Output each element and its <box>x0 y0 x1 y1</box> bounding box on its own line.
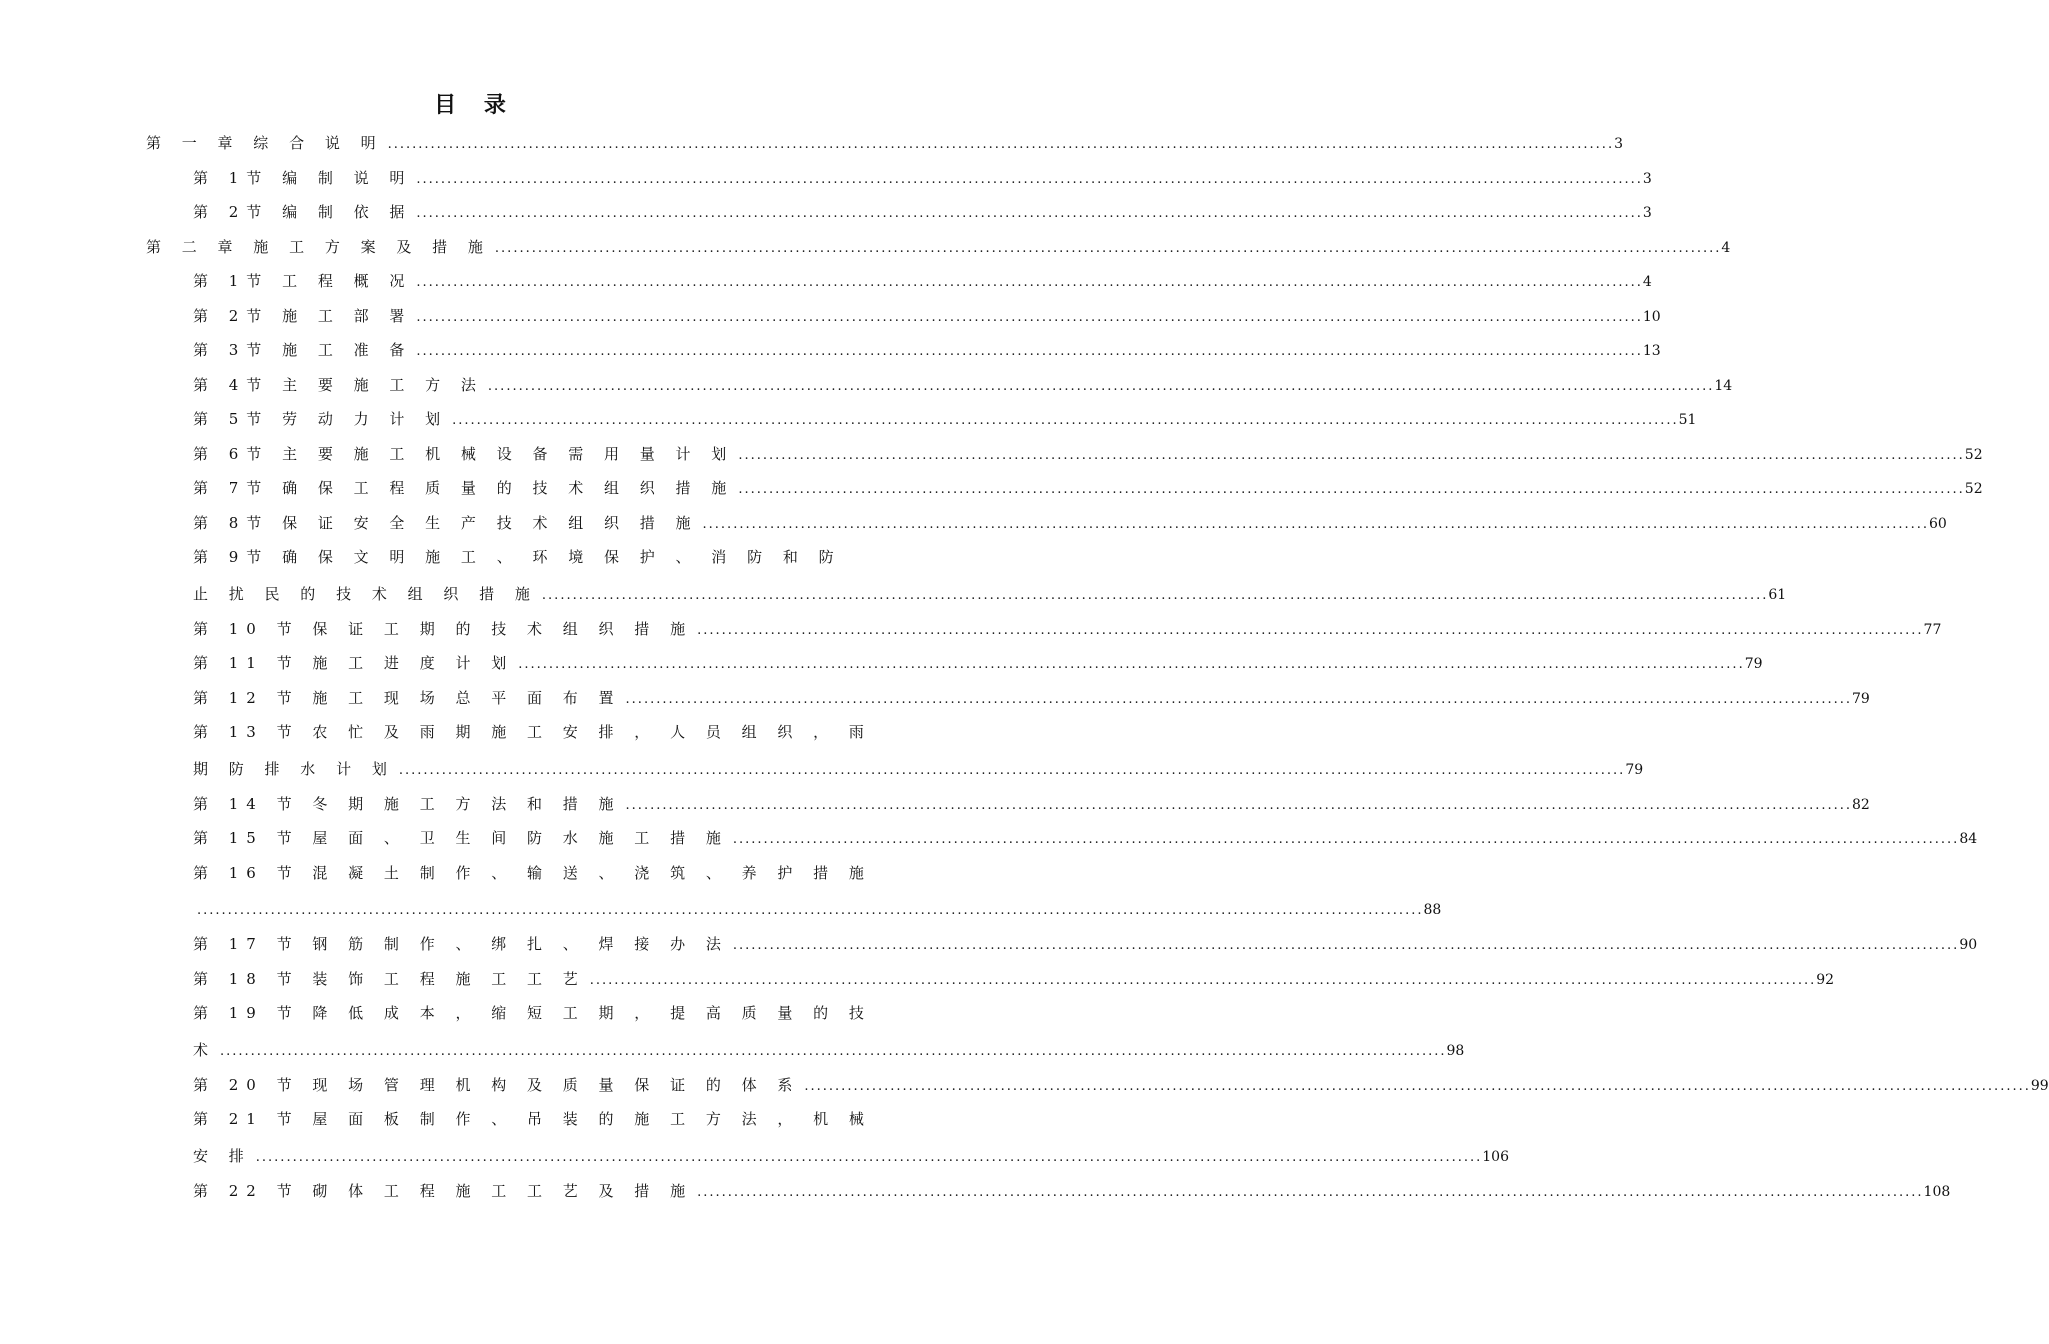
toc-entry-label: 第 15 节 屋 面 、 卫 生 间 防 水 施 工 措 施 <box>193 829 729 847</box>
toc-page-number: 90 <box>1959 937 1978 953</box>
toc-entry-label: 第 4节 主 要 施 工 方 法 <box>193 375 484 394</box>
leader-dots: ........................................................................................................................................................................................................ <box>732 832 1960 847</box>
toc-entry[interactable] <box>193 619 1942 639</box>
leader-dots: ........................................................................................................................................................................................................ <box>452 413 1679 428</box>
leader-dots: ........................................................................................................................................................................................................ <box>541 588 1769 603</box>
leader-dots: ........................................................................................................................................................................................................ <box>416 206 1643 221</box>
toc-entry-label: 第 18 节 装 饰 工 程 施 工 工 艺 <box>193 969 586 988</box>
toc-entry-label: 第 20 节 现 场 管 理 机 构 及 质 量 保 证 的 体 系 <box>193 1075 801 1094</box>
leader-dots: ........................................................................................................................................................................................................ <box>697 622 1924 638</box>
toc-page-number: 108 <box>1923 1183 1951 1200</box>
toc-entry[interactable] <box>193 409 1697 429</box>
toc-entry-continuation: 止 扰 民 的 技 术 组 织 措 施 <box>193 585 538 603</box>
toc-entry-label[interactable]: 第 13 节 农 忙 及 雨 期 施 工 安 排 ， 人 员 组 织 ， 雨 <box>193 723 872 741</box>
toc-entry[interactable] <box>146 133 1623 153</box>
leader-dots: ........................................................................................................................................................................................................ <box>697 1184 1924 1200</box>
toc-entry[interactable] <box>193 1146 1509 1166</box>
toc-entry-label: 第 8节 保 证 安 全 生 产 技 术 组 织 措 施 <box>193 513 699 532</box>
toc-page-number: 84 <box>1959 831 1978 847</box>
toc-page-number: 4 <box>1642 274 1652 290</box>
toc-page-number: 52 <box>1964 446 1983 463</box>
toc-page-number: 61 <box>1768 587 1787 603</box>
leader-dots: ........................................................................................................................................................................................................ <box>416 275 1643 290</box>
toc-page-number: 10 <box>1642 308 1661 325</box>
toc-entry-label: 第 12 节 施 工 现 场 总 平 面 布 置 <box>193 688 622 707</box>
toc-entry[interactable] <box>193 653 1763 673</box>
toc-entry-label: 第 7节 确 保 工 程 质 量 的 技 术 组 织 措 施 <box>193 479 735 497</box>
toc-page-number: 99 <box>2030 1077 2049 1094</box>
toc-entry-label[interactable]: 第 21 节 屋 面 板 制 作 、 吊 装 的 施 工 方 法 ， 机 械 <box>193 1110 872 1128</box>
toc-page-number: 79 <box>1625 762 1644 778</box>
leader-dots: ........................................................................................................................................................................................................ <box>589 972 1817 988</box>
toc-entry-continuation: 术 <box>193 1041 217 1059</box>
toc-entry-label: 第 1节 工 程 概 况 <box>193 272 413 290</box>
toc-entry[interactable] <box>193 1040 1465 1060</box>
toc-entry[interactable] <box>193 969 1835 989</box>
toc-page-number: 106 <box>1482 1149 1509 1165</box>
toc-title: 目 录 <box>434 93 516 118</box>
toc-page-number: 14 <box>1714 377 1733 394</box>
toc-entry[interactable] <box>193 1075 2049 1095</box>
toc-entry-label: 第 17 节 钢 筋 制 作 、 绑 扎 、 焊 接 办 法 <box>193 935 729 953</box>
toc-page-number: 79 <box>1744 656 1763 672</box>
toc-entry-label[interactable]: 第 16 节 混 凝 土 制 作 、 输 送 、 浇 筑 、 养 护 措 施 <box>193 863 872 882</box>
leader-dots: ........................................................................................................................................................................................................ <box>625 691 1853 707</box>
toc-entry[interactable] <box>193 828 1978 848</box>
toc-entry-label: 第 3节 施 工 准 备 <box>193 341 413 359</box>
toc-entry-label: 第 二 章 施 工 方 案 及 措 施 <box>146 237 491 256</box>
toc-entry[interactable] <box>193 271 1652 291</box>
toc-entry[interactable] <box>193 340 1661 360</box>
toc-entry[interactable] <box>193 688 1870 708</box>
toc-entry-label: 第 2节 施 工 部 署 <box>193 306 413 325</box>
toc-entry-label: 第 2节 编 制 依 据 <box>193 203 413 221</box>
toc-entry-label[interactable]: 第 9节 确 保 文 明 施 工 、 环 境 保 护 、 消 防 和 防 <box>193 548 842 566</box>
toc-page-number: 79 <box>1852 690 1870 707</box>
leader-dots: ........................................................................................................................................................................................................ <box>416 344 1643 359</box>
toc-entry-label: 第 11 节 施 工 进 度 计 划 <box>193 654 515 672</box>
toc-entry[interactable] <box>193 759 1644 779</box>
toc-entry[interactable] <box>146 237 1731 257</box>
toc-entry[interactable] <box>193 934 1978 954</box>
leader-dots: ........................................................................................................................................................................................................ <box>738 482 1965 497</box>
toc-entry[interactable] <box>193 900 1442 920</box>
leader-dots: ........................................................................................................................................................................................................ <box>255 1150 1483 1165</box>
leader-dots: ........................................................................................................................................................................................................ <box>702 516 1929 532</box>
toc-entry-label: 第 6节 主 要 施 工 机 械 设 备 需 用 量 计 划 <box>193 444 735 463</box>
toc-page-number: 52 <box>1964 481 1983 497</box>
leader-dots: ........................................................................................................................................................................................................ <box>197 902 1424 918</box>
leader-dots: ........................................................................................................................................................................................................ <box>220 1044 1447 1059</box>
toc-page-number: 77 <box>1923 621 1942 638</box>
toc-entry-label: 第 5节 劳 动 力 计 划 <box>193 410 449 428</box>
leader-dots: ........................................................................................................................................................................................................ <box>416 309 1643 325</box>
toc-page-number: 92 <box>1816 971 1835 988</box>
toc-entry[interactable] <box>193 584 1787 604</box>
leader-dots: ........................................................................................................................................................................................................ <box>487 378 1715 394</box>
toc-page-number: 3 <box>1642 170 1652 187</box>
toc-entry-label: 第 10 节 保 证 工 期 的 技 术 组 织 措 施 <box>193 619 694 638</box>
toc-entry[interactable] <box>193 794 1870 814</box>
leader-dots: ........................................................................................................................................................................................................ <box>625 797 1853 813</box>
toc-entry[interactable] <box>193 168 1652 188</box>
toc-entry[interactable] <box>193 478 1983 498</box>
toc-entry-label: 第 14 节 冬 期 施 工 方 法 和 措 施 <box>193 794 622 813</box>
toc-page-number: 4 <box>1721 239 1731 256</box>
leader-dots: ........................................................................................................................................................................................................ <box>387 137 1615 152</box>
toc-entry-label[interactable]: 第 19 节 降 低 成 本 ， 缩 短 工 期 ， 提 高 质 量 的 技 <box>193 1004 872 1022</box>
leader-dots: ........................................................................................................................................................................................................ <box>518 657 1745 672</box>
leader-dots: ........................................................................................................................................................................................................ <box>804 1078 2031 1094</box>
toc-entry-label: 第 1节 编 制 说 明 <box>193 168 413 187</box>
toc-page-number: 3 <box>1614 136 1623 152</box>
toc-page-number: 13 <box>1642 343 1661 359</box>
toc-entry[interactable] <box>193 513 1947 533</box>
toc-entry-continuation: 安 排 <box>193 1147 252 1165</box>
toc-entry-label: 第 22 节 砌 体 工 程 施 工 工 艺 及 措 施 <box>193 1181 694 1200</box>
toc-entry[interactable] <box>193 1181 1951 1201</box>
leader-dots: ........................................................................................................................................................................................................ <box>732 938 1960 953</box>
leader-dots: ........................................................................................................................................................................................................ <box>738 447 1965 463</box>
toc-entry-continuation: 期 防 排 水 计 划 <box>193 760 395 778</box>
leader-dots: ........................................................................................................................................................................................................ <box>398 763 1626 778</box>
toc-page-number: 98 <box>1446 1043 1465 1059</box>
toc-page-number: 82 <box>1852 796 1870 813</box>
toc-entry[interactable] <box>193 444 1983 464</box>
toc-entry[interactable] <box>193 306 1661 326</box>
toc-entry[interactable] <box>193 375 1733 395</box>
toc-entry[interactable] <box>193 202 1652 222</box>
toc-page-number: 51 <box>1678 412 1697 428</box>
leader-dots: ........................................................................................................................................................................................................ <box>416 171 1643 187</box>
toc-page-number: 88 <box>1423 901 1442 918</box>
toc-entry-label: 第 一 章 综 合 说 明 <box>146 134 384 152</box>
toc-page-number: 60 <box>1929 515 1947 532</box>
leader-dots: ........................................................................................................................................................................................................ <box>494 240 1722 256</box>
toc-page-number: 3 <box>1642 205 1652 221</box>
